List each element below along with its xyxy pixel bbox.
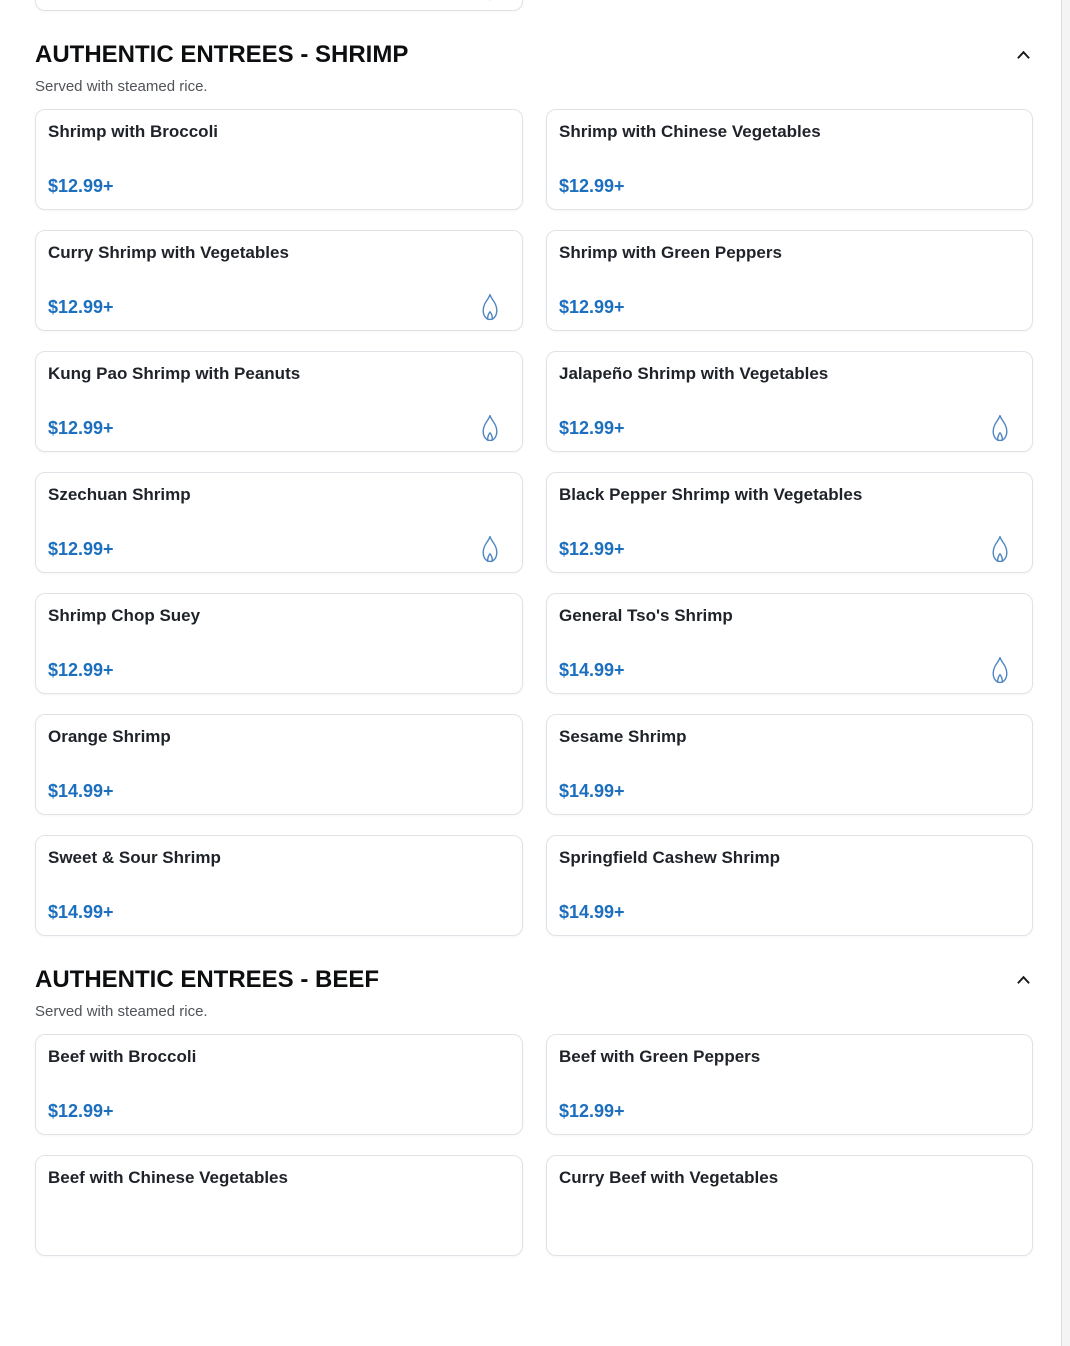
chevron-up-icon [1016, 975, 1031, 985]
menu-grid [35, 109, 1033, 936]
section-collapse-button[interactable] [1014, 973, 1033, 987]
menu-item-card-partial[interactable] [35, 0, 523, 11]
menu-item-card[interactable] [546, 472, 1033, 573]
menu-item-name: General Tso's Shrimp [559, 606, 733, 625]
chevron-up-icon [1016, 50, 1031, 60]
menu-item-card[interactable] [546, 230, 1033, 331]
flame-icon [988, 655, 1012, 685]
menu-item-price: $12.99+ [48, 297, 114, 317]
section-header [35, 40, 1033, 70]
menu-item-card[interactable] [35, 1155, 523, 1256]
menu-section [35, 965, 1033, 1256]
menu-item-price: $12.99+ [559, 176, 625, 196]
menu-item-name: Black Pepper Shrimp with Vegetables [559, 485, 863, 504]
menu-item-name: Orange Shrimp [48, 727, 171, 746]
menu-item-name: Kung Pao Shrimp with Peanuts [48, 364, 301, 383]
menu-item-name: Curry Beef with Vegetables [559, 1168, 779, 1187]
menu-item-name: Curry Shrimp with Vegetables [48, 243, 289, 262]
menu-item-name: Sesame Shrimp [559, 727, 687, 746]
menu-item-price: $12.99+ [48, 539, 114, 559]
menu-item-price: $12.99+ [48, 418, 114, 438]
menu-item-card[interactable] [546, 593, 1033, 694]
menu-item-card[interactable] [35, 109, 523, 210]
flame-icon [478, 0, 502, 2]
flame-icon [988, 534, 1012, 564]
section-title: AUTHENTIC ENTREES - BEEF [35, 966, 380, 993]
menu-item-card[interactable] [35, 230, 523, 331]
menu-sections [35, 40, 1033, 1256]
menu-item-name: Shrimp with Green Peppers [559, 243, 782, 262]
section-header [35, 965, 1033, 995]
menu-item-price: $14.99+ [559, 660, 625, 680]
menu-item-price: $14.99+ [48, 902, 114, 922]
menu-item-price: $14.99+ [48, 781, 114, 801]
menu-item-name: Beef with Broccoli [48, 1047, 197, 1066]
section-subtitle: Served with steamed rice. [35, 1003, 208, 1020]
menu-item-name: Shrimp with Chinese Vegetables [559, 122, 821, 141]
menu-item-price: $14.99+ [559, 902, 625, 922]
menu-item-card[interactable] [35, 351, 523, 452]
menu-grid [35, 1034, 1033, 1256]
menu-item-card[interactable] [546, 714, 1033, 815]
menu-item-card[interactable] [35, 472, 523, 573]
menu-item-card[interactable] [35, 593, 523, 694]
menu-item-name: Shrimp with Broccoli [48, 122, 219, 141]
menu-item-name: Beef with Green Peppers [559, 1047, 761, 1066]
menu-item-price: $12.99+ [559, 539, 625, 559]
flame-icon [988, 413, 1012, 443]
menu-item-price: $12.99+ [559, 418, 625, 438]
flame-icon [478, 413, 502, 443]
menu-section [35, 40, 1033, 936]
menu-item-price: $12.99+ [48, 1101, 114, 1121]
scrollbar-track[interactable] [1061, 0, 1070, 1346]
menu-item-card[interactable] [546, 351, 1033, 452]
previous-section-partial [35, 0, 523, 11]
menu-item-card[interactable] [546, 835, 1033, 936]
menu-item-card[interactable] [546, 109, 1033, 210]
flame-icon [478, 534, 502, 564]
menu-item-price: $12.99+ [559, 1101, 625, 1121]
menu-item-card[interactable] [35, 1034, 523, 1135]
menu-item-card[interactable] [35, 835, 523, 936]
menu-item-price: $14.99+ [559, 781, 625, 801]
menu-item-price: $12.99+ [559, 297, 625, 317]
menu-item-name: Shrimp Chop Suey [48, 606, 201, 625]
menu-item-name: Sweet & Sour Shrimp [48, 848, 221, 867]
section-title: AUTHENTIC ENTREES - SHRIMP [35, 41, 409, 68]
section-subtitle: Served with steamed rice. [35, 78, 208, 95]
menu-item-card[interactable] [35, 714, 523, 815]
menu-item-card[interactable] [546, 1155, 1033, 1256]
menu-item-name: Jalapeño Shrimp with Vegetables [559, 364, 829, 383]
menu-item-price: $12.99+ [48, 660, 114, 680]
menu-page [35, 0, 1033, 1256]
menu-item-card[interactable] [546, 1034, 1033, 1135]
menu-item-name: Beef with Chinese Vegetables [48, 1168, 288, 1187]
menu-item-name: Springfield Cashew Shrimp [559, 848, 781, 867]
menu-item-price: $12.99+ [48, 176, 114, 196]
menu-item-name: Szechuan Shrimp [48, 485, 191, 504]
section-collapse-button[interactable] [1014, 48, 1033, 62]
flame-icon [478, 292, 502, 322]
